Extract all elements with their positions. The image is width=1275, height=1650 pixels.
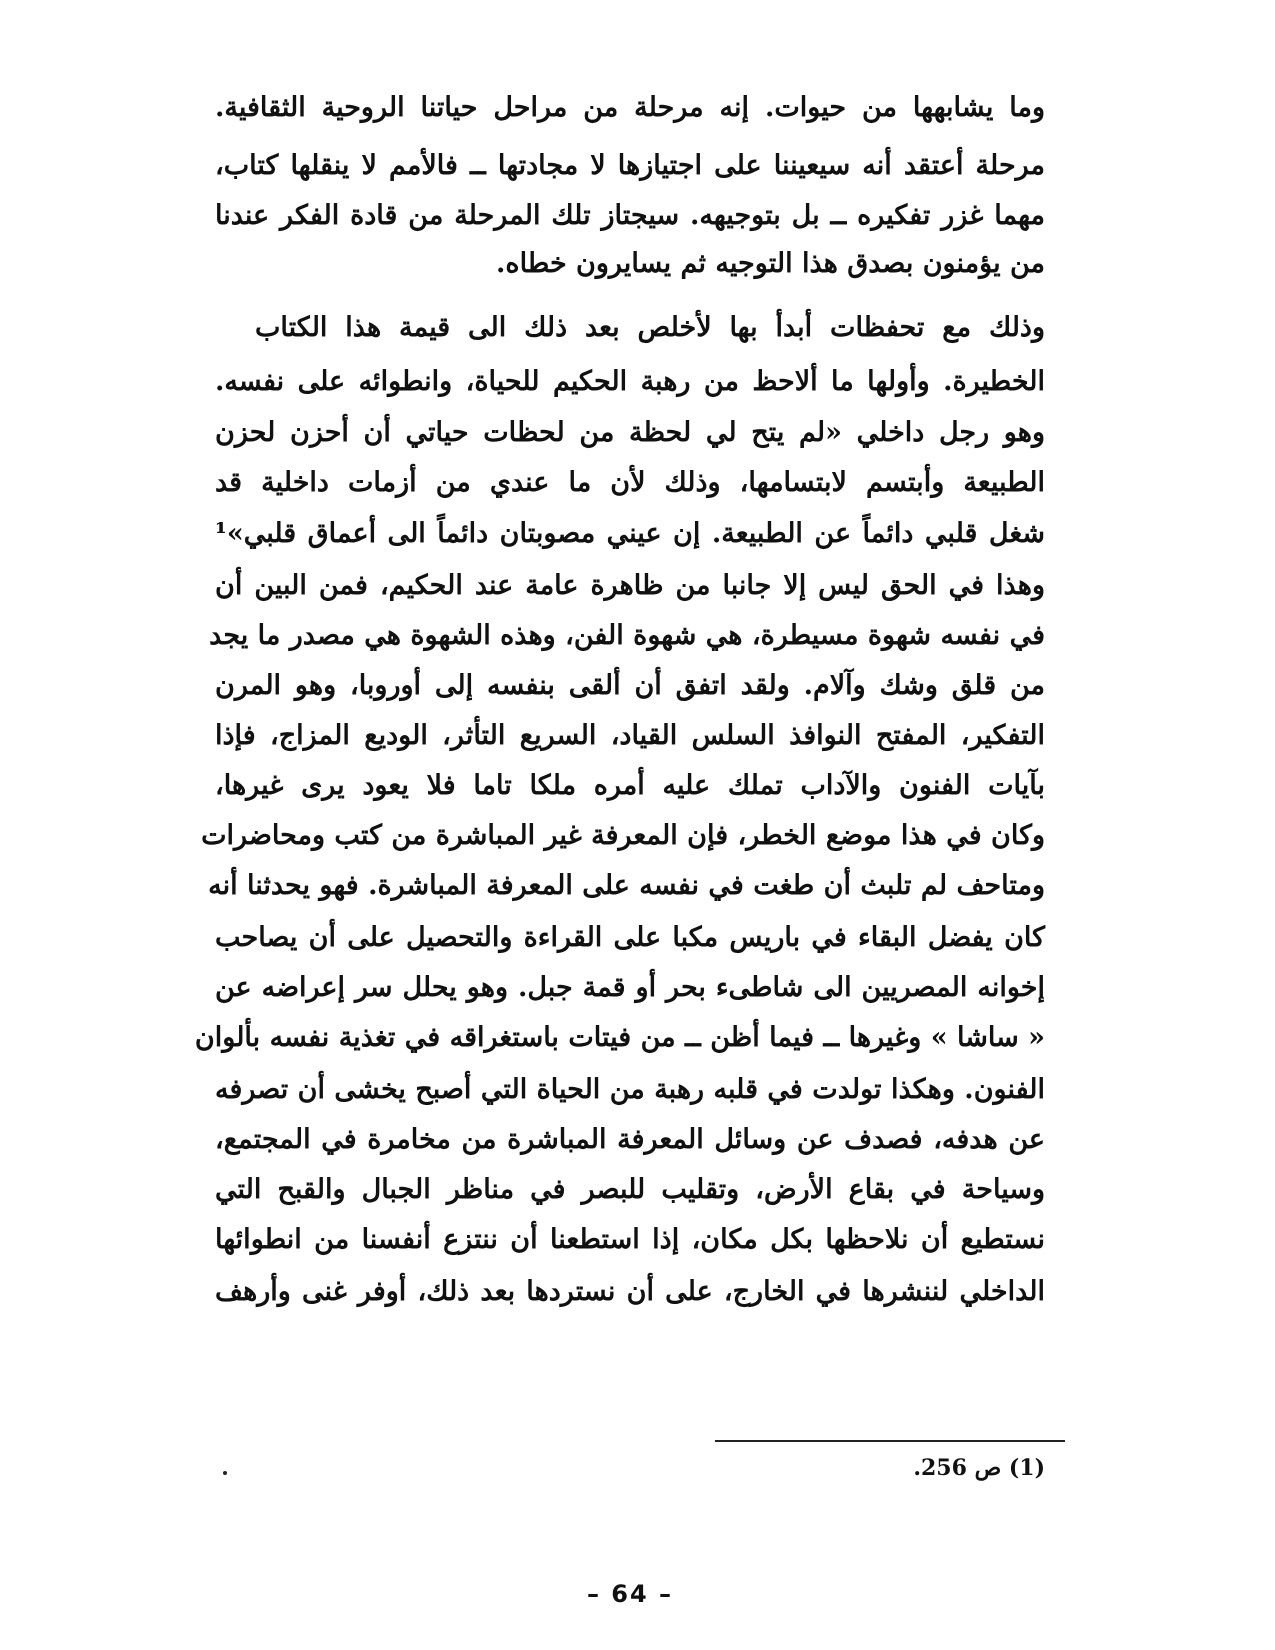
text-line: بآيات الفنون والآداب تملك عليه أمره ملكا تاما فلا يعود يرى غيرها، xyxy=(215,770,1045,801)
text-line: وهذا في الحق ليس إلا جانبا من ظاهرة عامة عند الحكيم، فمن البين أن xyxy=(215,570,1045,601)
text-line: مهما غزر تفكيره ــ بل بتوجيهه. سيجتاز تلك المرحلة من قادة الفكر عندنا xyxy=(215,200,1045,231)
page-number: – 64 – xyxy=(586,1580,674,1608)
text-line: في نفسه شهوة مسيطرة، هي شهوة الفن، وهذه الشهوة هي مصدر ما يجد xyxy=(209,620,1045,651)
text-line: الفنون. وهكذا تولدت في قلبه رهبة من الحياة التي أصبح يخشى أن تصرفه xyxy=(215,1074,1045,1105)
text-line: كان يفضل البقاء في باريس مكبا على القراءة والتحصيل على أن يصاحب xyxy=(215,922,1045,953)
text-line: وهو رجل داخلي «لم يتح لي لحظة من لحظات حياتي أن أحزن لحزن xyxy=(215,417,1045,448)
text-line: وذلك مع تحفظات أبدأ بها لأخلص بعد ذلك الى قيمة هذا الكتاب xyxy=(255,312,1045,343)
text-line: وما يشابهها من حيوات. إنه مرحلة من مراحل حياتنا الروحية الثقافية. xyxy=(215,92,1045,123)
text-line: وسياحة في بقاع الأرض، وتقليب للبصر في مناظر الجبال والقبح التي xyxy=(215,1174,1045,1205)
text-line: من يؤمنون بصدق هذا التوجيه ثم يسايرون خطاه. xyxy=(496,248,1045,279)
footnote: (1) ص 256. xyxy=(913,1455,1045,1481)
text-line: وكان في هذا موضع الخطر، فإن المعرفة غير المباشرة من كتب ومحاضرات xyxy=(201,820,1045,851)
scan-speck xyxy=(223,1471,227,1475)
text-line: شغل قلبي دائماً عن الطبيعة. إن عيني مصوبتان دائماً الى أعماق قلبي»¹ xyxy=(215,518,1045,549)
text-line: الطبيعة وأبتسم لابتسامها، وذلك لأن ما عندي من أزمات داخلية قد xyxy=(215,467,1045,498)
text-line: « ساشا » وغيرها ــ فيما أظن ــ من فيتات باستغراقه في تغذية نفسه بألوان xyxy=(194,1022,1045,1053)
text-line: نستطيع أن نلاحظها بكل مكان، إذا استطعنا أن ننتزع أنفسنا من انطوائها xyxy=(215,1224,1045,1255)
text-line: الخطيرة. وأولها ما ألاحظ من رهبة الحكيم للحياة، وانطوائه على نفسه. xyxy=(215,366,1045,397)
text-line: إخوانه المصريين الى شاطىء بحر أو قمة جبل. وهو يحلل سر إعراضه عن xyxy=(215,972,1045,1003)
text-line: ومتاحف لم تلبث أن طغت في نفسه على المعرفة المباشرة. فهو يحدثنا أنه xyxy=(208,870,1045,901)
footnote-separator xyxy=(715,1440,1065,1442)
text-line: عن هدفه، فصدف عن وسائل المعرفة المباشرة من مخامرة في المجتمع، xyxy=(215,1124,1045,1155)
text-line: التفكير، المفتح النوافذ السلس القياد، السريع التأثر، الوديع المزاج، فإذا xyxy=(215,720,1045,751)
text-line: من قلق وشك وآلام. ولقد اتفق أن ألقى بنفسه إلى أوروبا، وهو المرن xyxy=(215,670,1045,701)
text-line: مرحلة أعتقد أنه سيعيننا على اجتيازها لا مجادتها ــ فالأمم لا ينقلها كتاب، xyxy=(215,150,1045,181)
text-line: الداخلي لننشرها في الخارج، على أن نستردها بعد ذلك، أوفر غنى وأرهف xyxy=(215,1276,1045,1307)
